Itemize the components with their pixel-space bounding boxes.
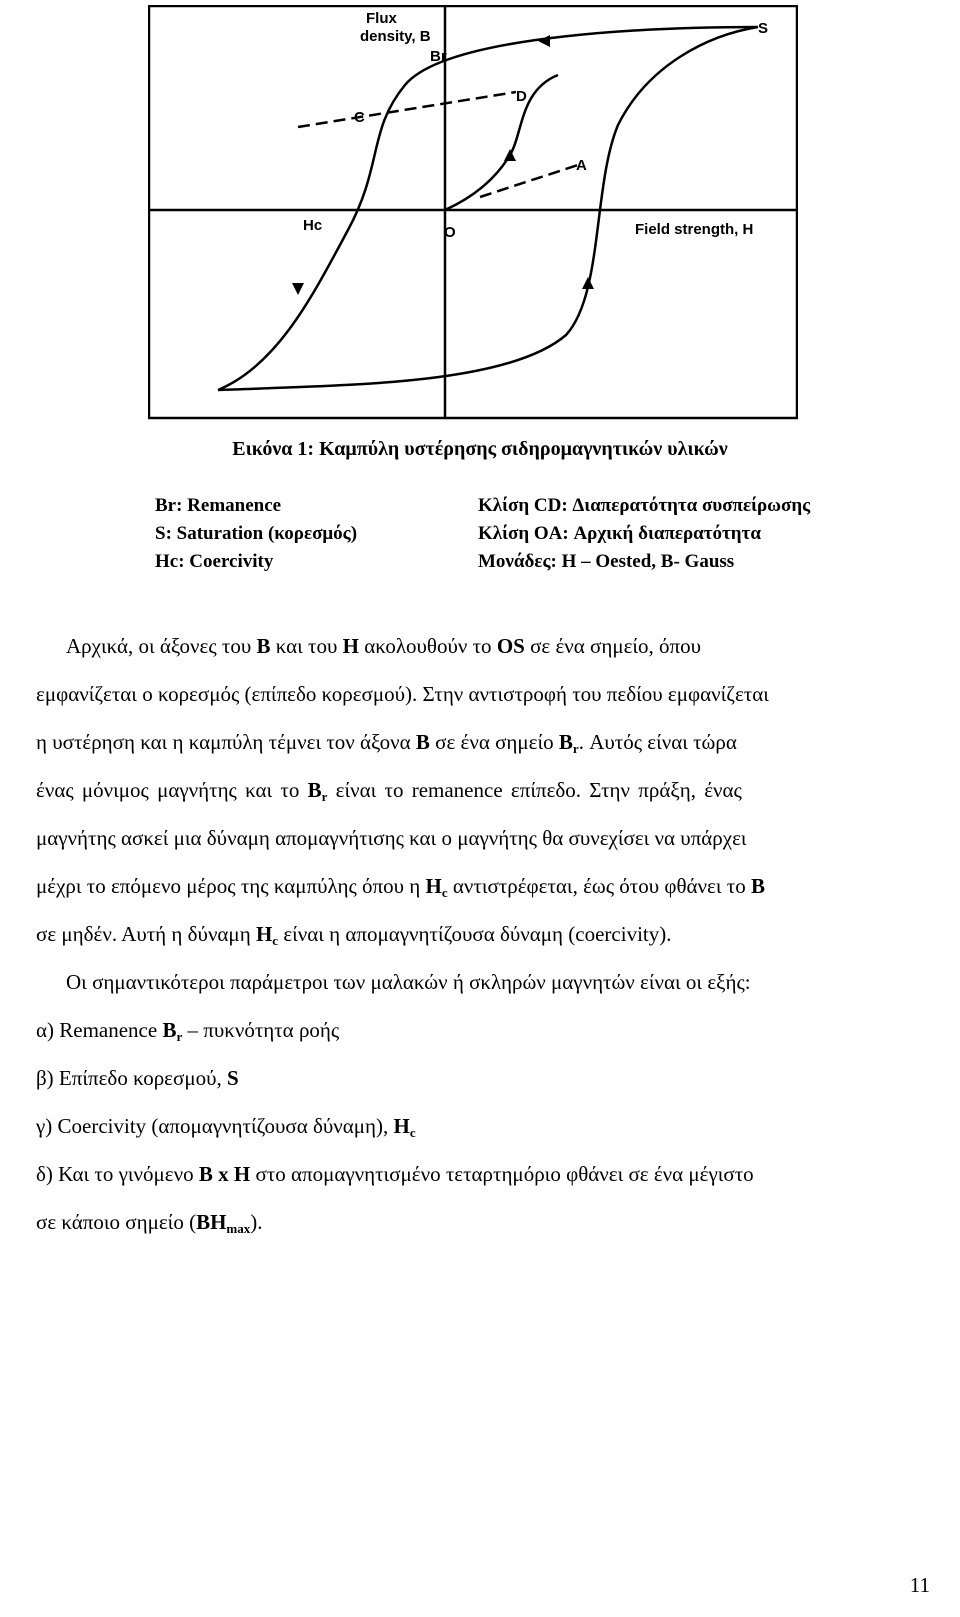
- symbol-br: [559, 730, 579, 754]
- text-run: δ) Και το γινόμενο: [36, 1162, 199, 1186]
- s-label: S: [758, 20, 769, 37]
- para1-line1: [66, 634, 701, 659]
- legend-s: S: Saturation (κορεσμός): [155, 523, 358, 544]
- text-run: στο απομαγνητισμένο τεταρτημόριο φθάνει σε ένα μέγιστο: [250, 1162, 754, 1186]
- para1-line2: εμφανίζεται ο κορεσμός (επίπεδο κορεσμού). Στην αντιστροφή του πεδίου εμφανίζεται: [36, 682, 769, 706]
- symbol-br: [308, 778, 328, 802]
- text-run: H: [425, 874, 442, 898]
- text-run: . Αυτός είναι τώρα: [578, 730, 737, 754]
- text-run: μέχρι το επόμενο μέρος της καμπύλης όπου η: [36, 874, 426, 898]
- c-label: C: [354, 109, 365, 126]
- text-run: BH: [196, 1210, 227, 1234]
- text-run: H: [255, 922, 273, 946]
- subscript: r: [572, 741, 579, 756]
- legend-hc: Hc: Coercivity: [155, 551, 274, 572]
- text-run: σε μηδέν. Αυτή η δύναμη: [36, 922, 256, 946]
- text-run: σε κάποιο σημείο (: [36, 1210, 197, 1234]
- arrow-top-icon: [538, 35, 550, 47]
- br-label: Br: [430, 48, 447, 65]
- subscript: r: [321, 789, 328, 804]
- flux-label-1: Flux: [366, 10, 397, 27]
- text-run: ένας μόνιμος μαγνήτης και το: [36, 778, 308, 802]
- text-run: Αρχικά, οι άξονες του: [66, 634, 257, 658]
- text-run: σε ένα σημείο: [429, 730, 559, 754]
- text-run: και του: [270, 634, 343, 658]
- text-run: σε ένα σημείο, όπου: [524, 634, 702, 658]
- hysteresis-figure: [148, 5, 798, 425]
- subscript: c: [441, 885, 448, 900]
- list-item-c: [36, 1114, 416, 1139]
- text-run: B: [162, 1018, 177, 1042]
- text-run: ακολουθούν το: [358, 634, 497, 658]
- arrow-right-icon: [582, 277, 594, 289]
- text-run: – πυκνότητα ροής: [182, 1018, 340, 1042]
- symbol-b: B: [256, 634, 271, 658]
- cd-slope-line: [298, 92, 516, 127]
- symbol-br: [162, 1018, 182, 1042]
- list-item-d: [36, 1162, 754, 1187]
- text-run: B: [307, 778, 322, 802]
- text-run: α) Remanence: [36, 1018, 163, 1042]
- para1-line7: [36, 922, 671, 947]
- text-run: ).: [250, 1210, 263, 1234]
- upper-branch-curve: [218, 27, 758, 390]
- lower-branch-curve: [218, 27, 758, 390]
- legend-cd: Κλίση CD: Διαπερατότητα συσπείρωσης: [478, 495, 811, 516]
- flux-label-2: density, B: [360, 28, 431, 45]
- hc-label: Hc: [303, 217, 323, 234]
- para1-line6: [36, 874, 765, 899]
- list-item-d-cont: [36, 1210, 263, 1235]
- figure-frame: [149, 6, 797, 418]
- field-strength-label: Field strength, H: [635, 221, 754, 238]
- subscript: r: [176, 1029, 183, 1044]
- text-run: αντιστρέφεται, έως ότου φθάνει το: [447, 874, 751, 898]
- symbol-b: B: [415, 730, 430, 754]
- list-item-b: [36, 1066, 239, 1091]
- o-label: O: [444, 224, 456, 241]
- text-run: η υστέρηση και η καμπύλη τέμνει τον άξονα: [36, 730, 416, 754]
- legend-oa: Κλίση OA: Αρχική διαπερατότητα: [478, 523, 761, 544]
- symbol-hc: [394, 1114, 416, 1138]
- text-run: H: [393, 1114, 410, 1138]
- oa-slope-line: [480, 165, 578, 197]
- text-run: B: [558, 730, 573, 754]
- symbol-b: B: [750, 874, 765, 898]
- list-item-a: [36, 1018, 339, 1043]
- text-run: γ) Coercivity (απομαγνητίζουσα δύναμη),: [36, 1114, 394, 1138]
- page-number: 11: [909, 1573, 930, 1597]
- subscript: c: [272, 933, 279, 948]
- symbol-hc: [426, 874, 448, 898]
- d-label: D: [516, 88, 527, 105]
- symbol-os: OS: [496, 634, 525, 658]
- symbol-bhmax: [196, 1210, 250, 1234]
- subscript: max: [226, 1221, 251, 1236]
- symbol-bxh: B x H: [198, 1162, 251, 1186]
- symbol-hc: [256, 922, 278, 946]
- arrow-left-icon: [292, 283, 304, 295]
- figure-caption: Εικόνα 1: Καμπύλη υστέρησης σιδηρομαγνητικών υλικών: [232, 438, 728, 460]
- para1-line5: μαγνήτης ασκεί μια δύναμη απομαγνήτισης και ο μαγνήτης θα συνεχίσει να υπάρχει: [36, 826, 747, 850]
- subscript: c: [409, 1125, 416, 1140]
- text-run: είναι η απομαγνητίζουσα δύναμη (coercivity).: [278, 922, 672, 946]
- a-label: A: [576, 157, 587, 174]
- legend-units: Μονάδες: H – Oested, B- Gauss: [478, 551, 735, 572]
- arrow-initial-icon: [504, 149, 516, 161]
- symbol-s: S: [226, 1066, 239, 1090]
- para2-intro: Οι σημαντικότεροι παράμετροι των μαλακών ή σκληρών μαγνητών είναι οι εξής:: [66, 970, 751, 994]
- para1-line3: [36, 730, 737, 755]
- text-run: β) Επίπεδο κορεσμού,: [36, 1066, 227, 1090]
- legend-left: [155, 492, 357, 576]
- text-run: είναι το remanence επίπεδο. Στην πράξη, ένας: [327, 778, 742, 802]
- legend-br: Br: Remanence: [155, 495, 282, 516]
- para1-line4: [36, 778, 742, 803]
- legend-right: [478, 492, 810, 576]
- symbol-h: H: [342, 634, 359, 658]
